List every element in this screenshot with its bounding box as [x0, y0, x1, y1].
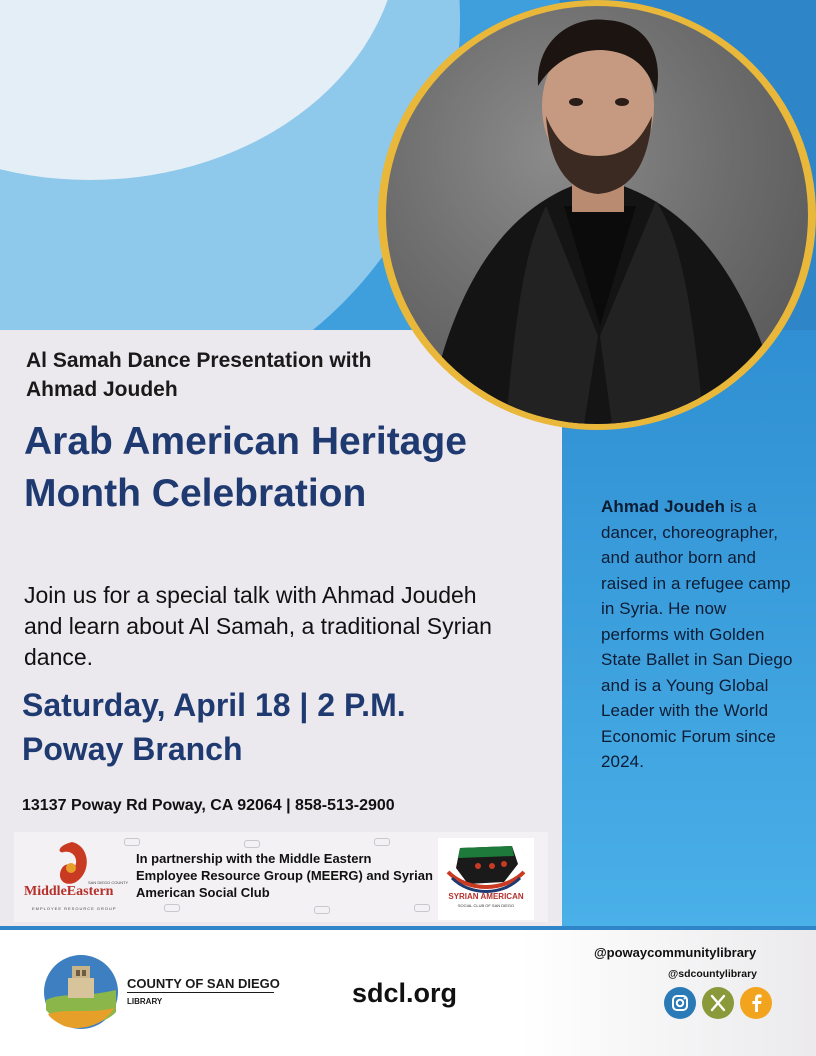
- meerg-logo-caption: SAN DIEGO COUNTY: [88, 880, 129, 885]
- event-datetime: Saturday, April 18 | 2 P.M.: [22, 687, 406, 723]
- county-name: COUNTY OF SAN DIEGO: [127, 976, 280, 991]
- pattern-mark: [314, 906, 330, 914]
- event-address: 13137 Poway Rd Poway, CA 92064 | 858-513-2900: [22, 797, 395, 814]
- pattern-mark: [414, 904, 430, 912]
- meerg-logo-caption: EMPLOYEE RESOURCE GROUP: [32, 906, 117, 911]
- meerg-logo-text: MiddleEastern: [24, 884, 114, 899]
- social-handle-poway[interactable]: @powaycommunitylibrary: [594, 945, 757, 960]
- pattern-mark: [374, 838, 390, 846]
- event-location: Poway Branch: [22, 731, 243, 767]
- event-subtitle: Al Samah Dance Presentation with Ahmad Joudeh: [26, 349, 372, 401]
- county-library-logo: [42, 952, 120, 1032]
- syrian-club-logo-text: SYRIAN AMERICAN: [448, 892, 524, 901]
- instagram-icon[interactable]: [664, 987, 696, 1019]
- bio-performer-name: Ahmad Joudeh: [601, 497, 725, 516]
- pattern-mark: [164, 904, 180, 912]
- facebook-icon[interactable]: [740, 987, 772, 1019]
- social-handle-county[interactable]: @sdcountylibrary: [668, 968, 758, 980]
- performer-bio: [601, 494, 797, 775]
- website-link[interactable]: sdcl.org: [352, 978, 458, 1008]
- performer-photo: [386, 6, 808, 424]
- county-name-underline: [127, 992, 274, 993]
- event-title: Arab American Heritage Month Celebration: [24, 420, 467, 515]
- syrian-club-logo-caption: SOCIAL CLUB OF SAN DIEGO: [457, 903, 515, 908]
- bio-text: is a dancer, choreographer, and author born and raised in a refugee camp in Syria. He now performs with Golden State Ballet in San Diego and is a Young Global Leader with the World Economic Forum since 2024.: [601, 497, 793, 771]
- partnership-text: In partnership with the Middle Eastern Employee Resource Group (MEERG) and Syrian American Social Club: [136, 851, 433, 900]
- event-description: Join us for a special talk with Ahmad Joudeh and learn about Al Samah, a traditional Syrian dance.: [24, 582, 492, 670]
- county-library-label: LIBRARY: [127, 997, 163, 1006]
- x-icon[interactable]: [702, 987, 734, 1019]
- pattern-mark: [244, 840, 260, 848]
